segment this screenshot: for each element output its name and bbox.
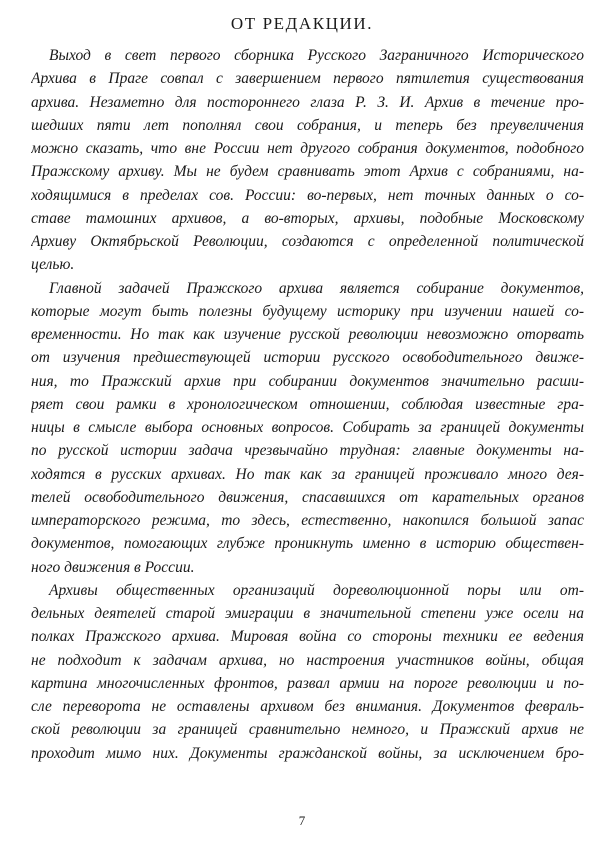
text-line: Архивы общественных организаций дореволюционной поры или от- (49, 581, 584, 599)
document-body (31, 44, 584, 765)
text-line: полках Пражского архива. Мировая война со стороны техники ее ведения (31, 628, 584, 646)
text-line: ния, то Пражский архив при собирании документов значительно расши- (31, 372, 584, 390)
text-line: по русской истории задача чрезвычайно трудная: главные документы на- (31, 442, 584, 460)
paragraph (31, 277, 584, 579)
text-line: картина многочисленных фронтов, развал армии на пороге революции и по- (31, 674, 584, 692)
text-line: проходит мимо них. Документы гражданской войны, за исключением бро- (31, 744, 584, 762)
paragraph (31, 44, 584, 277)
text-line: Выход в свет первого сборника Русского Заграничного Исторического (49, 47, 584, 64)
paragraph (31, 579, 584, 765)
text-line: ряет свои рамки в хронологическом отношении, соблюдая известные гра- (31, 395, 584, 413)
text-line: Пражскому архиву. Мы не будем сравнивать этот Архив с собраниями, на- (31, 163, 584, 181)
text-line: Архива в Праге совпал с завершением первого пятилетия существования (31, 70, 584, 88)
text-line: от изучения предшествующей истории русского освободительного движе- (31, 349, 584, 367)
text-line: Главной задачей Пражского архива является собирание документов, (49, 279, 584, 297)
text-line: документов, помогающих глубже проникнуть именно в историю обществен- (31, 535, 584, 553)
text-line: архива. Незаметно для постороннего глаза Р. З. И. Архив в течение про- (31, 93, 584, 111)
text-line: ской революции за границей сравнительно немного, и Пражский архив не (31, 721, 584, 739)
text-line: ставе тамошних архивов, а во-вторых, архивы, подобные Московскому (31, 209, 584, 227)
text-line: императорского режима, то здесь, естественно, накопился большой запас (31, 512, 584, 529)
text-line: ходятся в русских архивах. Но так как за границей проживало много дея- (31, 465, 584, 483)
text-line: временности. Но так как изучение русской революции невозможно оторвать (31, 326, 584, 343)
page-number: 7 (298, 813, 306, 828)
text-line: шедших пяти лет пополнял свои собрания, и теперь без преувеличения (31, 116, 584, 134)
text-line: которые могут быть полезны будущему историку при изучении нашей со- (31, 302, 584, 320)
text-line: можно сказать, что вне России нет другого собрания документов, подобного (31, 140, 584, 157)
text-line: ного движения в России. (31, 558, 195, 576)
text-line: не подходит к задачам архива, но настроения участников войны, общая (31, 651, 584, 669)
text-line: ницы в смысле выбора основных вопросов. Собирать за границей документы (31, 419, 584, 436)
text-line: дельных деятелей старой эмиграции в значительной степени уже осели на (31, 605, 584, 622)
text-line: сле переворота не оставлены архивом без внимания. Документов февраль- (31, 698, 584, 715)
text-line: ходящимися в пределах сов. России: во-первых, нет точных данных о со- (31, 186, 584, 204)
text-line: телей освободительного движения, спасавшихся от карательных органов (31, 488, 584, 506)
text-line: Архиву Октябрьской Революции, создаются с определенной политической (31, 233, 584, 250)
text-line: целью. (31, 256, 75, 274)
page-title: ОТ РЕДАКЦИИ. (230, 14, 374, 33)
